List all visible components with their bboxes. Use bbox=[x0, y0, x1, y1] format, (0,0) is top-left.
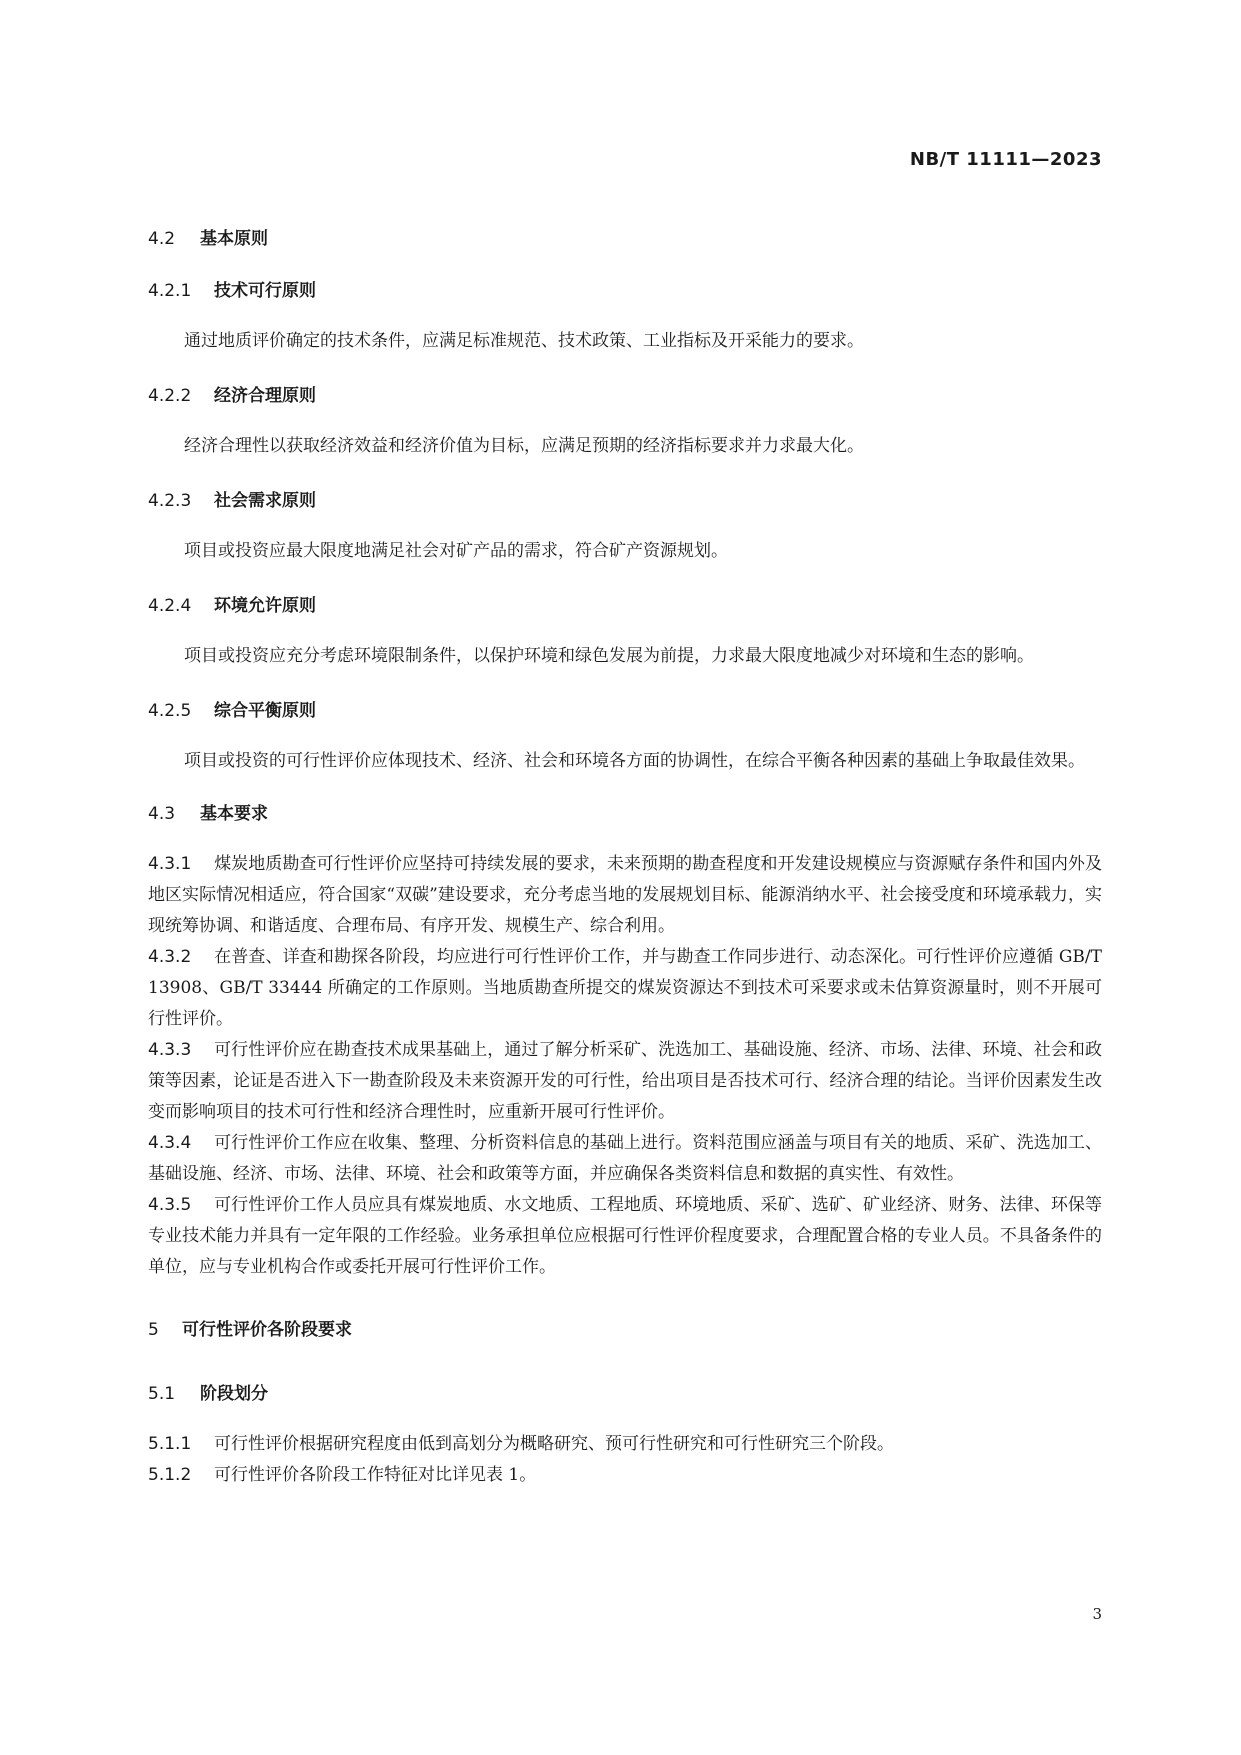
standard-code: NB/T 11111—2023 bbox=[909, 149, 1102, 170]
section-number: 4.2.3 bbox=[148, 491, 192, 511]
section-heading-4-2-2 bbox=[148, 379, 1102, 413]
section-title: 环境允许原则 bbox=[214, 596, 316, 616]
paragraph-4-2-4: 项目或投资应充分考虑环境限制条件，以保护环境和绿色发展为前提，力求最大限度地减少对环境和生态的影响。 bbox=[184, 646, 1034, 666]
clause-number: 4.3.4 bbox=[148, 1133, 192, 1153]
section-number: 4.2.2 bbox=[148, 386, 192, 406]
paragraph-4-2-3: 项目或投资应最大限度地满足社会对矿产品的需求，符合矿产资源规划。 bbox=[184, 541, 728, 561]
paragraph-4-2-2: 经济合理性以获取经济效益和经济价值为目标，应满足预期的经济指标要求并力求最大化。 bbox=[184, 436, 864, 456]
clause-text: 可行性评价工作人员应具有煤炭地质、水文地质、工程地质、环境地质、采矿、选矿、矿业经济、财务、法律、环保等专业技术能力并具有一定年限的工作经验。业务承担单位应根据可行性评价程度要求，合理配置合格的专业人员。不具备条件的单位，应与专业机构合作或委托开展可行性评价工作。 bbox=[148, 1195, 1102, 1277]
section-heading-4-2-1 bbox=[148, 274, 1102, 308]
clause-text: 在普查、详查和勘探各阶段，均应进行可行性评价工作，并与勘查工作同步进行、动态深化。可行性评价应遵循 GB/T 13908、GB/T 33444 所确定的工作原则。当地质勘查所提交的煤炭资源达不到技术可采要求或未估算资源量时，则不开展可行性评价。 bbox=[148, 947, 1102, 1029]
clause-text: 可行性评价应在勘查技术成果基础上，通过了解分析采矿、洗选加工、基础设施、经济、市场、法律、环境、社会和政策等因素，论证是否进入下一勘查阶段及未来资源开发的可行性，给出项目是否技术可行、经济合理的结论。当评价因素发生改变而影响项目的技术可行性和经济合理性时，应重新开展可行性评价。 bbox=[148, 1040, 1102, 1122]
section-number: 4.2 bbox=[148, 229, 176, 249]
section-heading-4-2-3 bbox=[148, 484, 1102, 518]
clause-text: 煤炭地质勘查可行性评价应坚持可持续发展的要求，未来预期的勘查程度和开发建设规模应与资源赋存条件和国内外及地区实际情况相适应，符合国家“双碳”建设要求，充分考虑当地的发展规划目标、能源消纳水平、社会接受度和环境承载力，实现统筹协调、和谐适度、合理布局、有序开发、规模生产、综合利用。 bbox=[148, 854, 1102, 936]
clause-number: 4.3.2 bbox=[148, 947, 192, 967]
section-heading-4-2-5 bbox=[148, 694, 1102, 728]
clause-text: 可行性评价根据研究程度由低到高划分为概略研究、预可行性研究和可行性研究三个阶段。 bbox=[214, 1434, 894, 1454]
page-content bbox=[148, 222, 1102, 1491]
section-number: 4.2.5 bbox=[148, 701, 192, 721]
section-title: 阶段划分 bbox=[200, 1384, 268, 1404]
clause-text: 可行性评价工作应在收集、整理、分析资料信息的基础上进行。资料范围应涵盖与项目有关的地质、采矿、洗选加工、基础设施、经济、市场、法律、环境、社会和政策等方面，并应确保各类资料信息和数据的真实性、有效性。 bbox=[148, 1133, 1102, 1184]
section-number: 4.2.1 bbox=[148, 281, 192, 301]
page-number: 3 bbox=[1092, 1605, 1102, 1623]
section-heading-4-2 bbox=[148, 222, 1102, 256]
paragraph-4-2-5: 项目或投资的可行性评价应体现技术、经济、社会和环境各方面的协调性，在综合平衡各种因素的基础上争取最佳效果。 bbox=[184, 751, 1085, 771]
clause-4-3-3 bbox=[148, 1035, 1102, 1128]
section-heading-5 bbox=[148, 1313, 1102, 1347]
section-heading-4-2-4 bbox=[148, 589, 1102, 623]
clause-number: 4.3.1 bbox=[148, 854, 192, 874]
paragraph-4-2-1: 通过地质评价确定的技术条件，应满足标准规范、技术政策、工业指标及开采能力的要求。 bbox=[184, 331, 864, 351]
section-heading-4-3 bbox=[148, 797, 1102, 831]
clause-number: 4.3.5 bbox=[148, 1195, 192, 1215]
section-heading-5-1 bbox=[148, 1377, 1102, 1411]
section-title: 技术可行原则 bbox=[214, 281, 316, 301]
section-title: 基本原则 bbox=[200, 229, 268, 249]
clause-4-3-1 bbox=[148, 849, 1102, 942]
section-title: 综合平衡原则 bbox=[214, 701, 316, 721]
clause-4-3-5 bbox=[148, 1190, 1102, 1283]
clause-number: 4.3.3 bbox=[148, 1040, 192, 1060]
section-number: 4.2.4 bbox=[148, 596, 192, 616]
clause-4-3-2 bbox=[148, 942, 1102, 1035]
section-title: 社会需求原则 bbox=[214, 491, 316, 511]
section-title: 经济合理原则 bbox=[214, 386, 316, 406]
clause-4-3-4 bbox=[148, 1128, 1102, 1190]
section-title: 可行性评价各阶段要求 bbox=[182, 1320, 352, 1340]
section-number: 5.1 bbox=[148, 1384, 176, 1404]
section-number: 4.3 bbox=[148, 804, 176, 824]
clause-number: 5.1.2 bbox=[148, 1465, 192, 1485]
section-title: 基本要求 bbox=[200, 804, 268, 824]
clause-text: 可行性评价各阶段工作特征对比详见表 1。 bbox=[214, 1465, 537, 1485]
clause-5-1-2 bbox=[148, 1460, 1102, 1491]
clause-5-1-1 bbox=[148, 1429, 1102, 1460]
section-number: 5 bbox=[148, 1320, 159, 1340]
clause-number: 5.1.1 bbox=[148, 1434, 192, 1454]
